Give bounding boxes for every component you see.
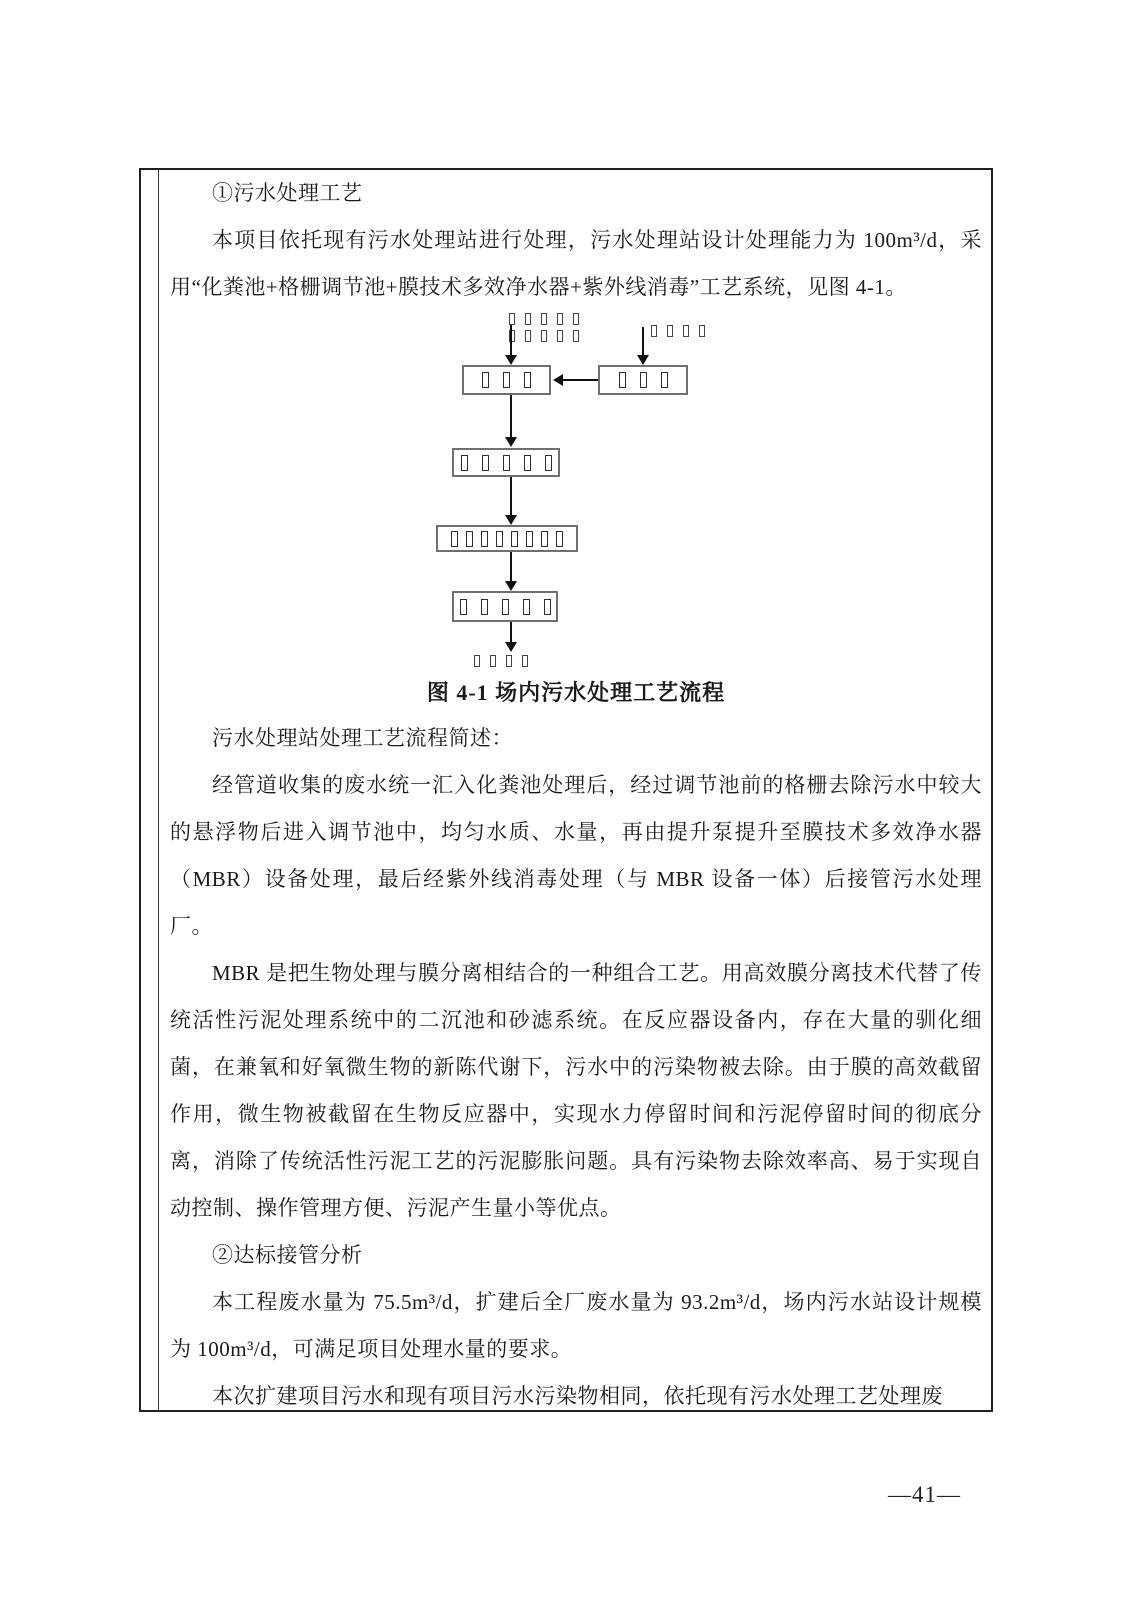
arrow-down-node1-to-node3 — [510, 395, 512, 437]
arrow-down-outflow — [510, 622, 512, 642]
flow-node-3 — [452, 448, 560, 477]
missing-glyph-box — [541, 313, 547, 325]
flow-inflow-label-left-row2 — [509, 330, 579, 342]
missing-glyph-box — [524, 455, 531, 471]
missing-glyph-box — [557, 313, 563, 325]
missing-glyph-box — [544, 599, 551, 615]
paragraph-mbr-description: MBR 是把生物处理与膜分离相结合的一种组合工艺。用高效膜分离技术代替了传统活性污泥处理系统中的二沉池和砂滤系统。在反应器设备内，存在大量的驯化细菌，在兼氧和好氧微生物的新陈代谢下，污水中的污染物被去除。由于膜的高效截留作用，微生物被截留在生物反应器中，实现水力停留时间和污泥停留时间的彻底分离，消除了传统活性污泥工艺的污泥膨胀问题。具有污染物去除效率高、易于实现自动控制、操作管理方便、污泥产生量小等优点。 — [170, 961, 982, 1220]
missing-glyph-box — [496, 531, 503, 547]
paragraph-process-heading: ①污水处理工艺 — [212, 181, 363, 205]
wastewater-process-flow-diagram — [170, 313, 982, 671]
arrow-down-node4-to-node5 — [510, 552, 512, 581]
missing-glyph-box — [481, 531, 488, 547]
missing-glyph-box — [451, 531, 458, 547]
missing-glyph-box — [502, 599, 509, 615]
missing-glyph-box — [525, 330, 531, 342]
arrow-down-node3-to-node4 — [510, 477, 512, 515]
missing-glyph-box — [481, 599, 488, 615]
flow-node-5 — [452, 591, 558, 622]
missing-glyph-box — [482, 455, 489, 471]
missing-glyph-box — [640, 372, 647, 388]
table-left-gutter — [141, 170, 159, 1410]
paragraph-flow-summary-heading: 污水处理站处理工艺流程简述： — [212, 726, 513, 750]
missing-glyph-box — [557, 330, 563, 342]
missing-glyph-box — [522, 655, 528, 667]
missing-glyph-box — [619, 372, 626, 388]
flow-node-2 — [598, 365, 688, 395]
missing-glyph-box — [524, 372, 531, 388]
missing-glyph-box — [573, 313, 579, 325]
missing-glyph-box — [541, 531, 548, 547]
missing-glyph-box — [556, 531, 563, 547]
missing-glyph-box — [545, 455, 552, 471]
missing-glyph-box — [506, 655, 512, 667]
flow-inflow-label-left-row1 — [509, 313, 579, 325]
paragraph-expansion-note: 本次扩建项目污水和现有项目污水污染物相同，依托现有污水处理工艺处理废 — [212, 1384, 943, 1408]
missing-glyph-box — [651, 325, 657, 337]
missing-glyph-box — [503, 372, 510, 388]
missing-glyph-box — [661, 372, 668, 388]
table-content-cell — [159, 170, 991, 1410]
page-number: —41— — [888, 1482, 961, 1507]
flow-node-1 — [462, 365, 551, 395]
missing-glyph-box — [466, 531, 473, 547]
missing-glyph-box — [460, 599, 467, 615]
missing-glyph-box — [683, 325, 689, 337]
missing-glyph-box — [523, 599, 530, 615]
missing-glyph-box — [667, 325, 673, 337]
paragraph-flow-summary: 经管道收集的废水统一汇入化粪池处理后，经过调节池前的格栅去除污水中较大的悬浮物后进入调节池中，均匀水质、水量，再由提升泵提升至膜技术多效净水器（MBR）设备处理，最后经紫外线消毒处理（与 MBR 设备一体）后接管污水处理厂。 — [170, 773, 982, 938]
flow-node-4 — [436, 525, 578, 552]
missing-glyph-box — [699, 325, 705, 337]
paragraph-process-intro: 本项目依托现有污水处理站进行处理，污水处理站设计处理能力为 100m³/d，采用“化粪池+格栅调节池+膜技术多效净水器+紫外线消毒”工艺系统，见图 4-1。 — [170, 228, 982, 299]
missing-glyph-box — [461, 455, 468, 471]
flow-inflow-label-right — [651, 325, 705, 337]
arrow-down-into-node2 — [642, 327, 644, 355]
missing-glyph-box — [573, 330, 579, 342]
missing-glyph-box — [482, 372, 489, 388]
arrow-down-into-node1 — [510, 325, 512, 355]
paragraph-analysis-heading: ②达标接管分析 — [212, 1243, 363, 1267]
flow-outflow-label — [474, 655, 528, 667]
missing-glyph-box — [526, 531, 533, 547]
missing-glyph-box — [490, 655, 496, 667]
missing-glyph-box — [474, 655, 480, 667]
content-table — [139, 168, 993, 1412]
figure-caption: 图 4-1 场内污水处理工艺流程 — [426, 680, 726, 705]
missing-glyph-box — [541, 330, 547, 342]
missing-glyph-box — [511, 531, 518, 547]
missing-glyph-box — [503, 455, 510, 471]
arrow-left-node2-to-node1 — [563, 379, 598, 381]
missing-glyph-box — [525, 313, 531, 325]
paragraph-capacity-analysis: 本工程废水量为 75.5m³/d，扩建后全厂废水量为 93.2m³/d，场内污水站设计规模为 100m³/d，可满足项目处理水量的要求。 — [170, 1290, 982, 1361]
missing-glyph-box — [509, 313, 515, 325]
